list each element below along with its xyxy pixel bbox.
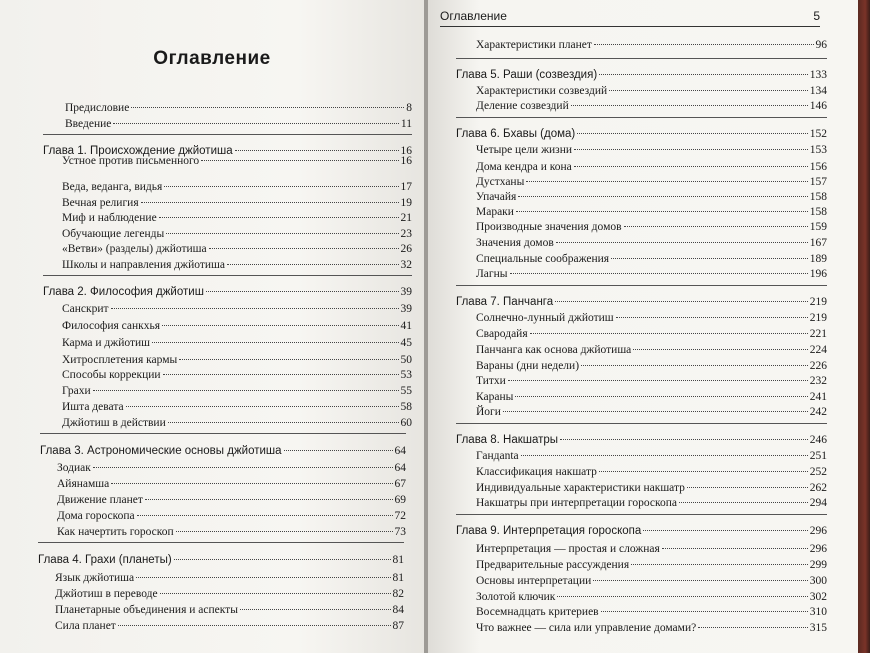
toc-entry-title: Накшатры при интерпретации гороскопа: [476, 497, 677, 509]
toc-entry-title: Интерпретация — простая и сложная: [476, 543, 660, 555]
toc-entry: [476, 607, 827, 619]
toc-entry: [476, 192, 827, 204]
section-divider: [456, 423, 827, 424]
dot-leader: [176, 531, 393, 532]
toc-page-number: 159: [809, 221, 827, 233]
toc-entry: [62, 370, 412, 382]
dot-leader: [616, 317, 808, 318]
toc-page-number: 232: [809, 375, 827, 387]
toc-entry-title: Дома гороскопа: [57, 510, 135, 522]
dot-leader: [662, 548, 808, 549]
toc-page-number: 81: [392, 572, 404, 584]
toc-entry-title: Карма и джйотиш: [62, 337, 150, 349]
toc-page-number: 8: [406, 102, 412, 114]
toc-page-number: 39: [400, 303, 412, 315]
page-number: 5: [813, 9, 820, 23]
toc-entry-title: Предварительные рассуждения: [476, 559, 630, 571]
toc-entry: [476, 560, 827, 572]
dot-leader: [599, 74, 808, 75]
dot-leader: [510, 273, 808, 274]
toc-page-number: 219: [809, 296, 827, 308]
toc-page-number: 251: [809, 450, 827, 462]
dot-leader: [166, 233, 398, 234]
toc-entry-title: Что важнее — сила или управление домами?: [476, 622, 697, 634]
dot-leader: [111, 308, 399, 309]
dot-leader: [530, 333, 808, 334]
toc-page-number: 224: [809, 344, 827, 356]
dot-leader: [227, 264, 399, 265]
toc-page-number: 96: [815, 39, 827, 51]
dot-leader: [284, 450, 393, 451]
toc-entry-title: Дустханы: [476, 176, 525, 188]
dot-leader: [93, 467, 393, 468]
dot-leader: [521, 455, 808, 456]
dot-leader: [698, 627, 808, 628]
toc-chapter-entry: [456, 129, 827, 141]
toc-entry-title: Джйотиш в переводе: [55, 588, 158, 600]
toc-entry-title: Солнечно-лунный джйотиш: [476, 312, 614, 324]
running-head: [440, 9, 820, 23]
toc-page-number: 242: [809, 406, 827, 418]
toc-entry: [57, 495, 406, 507]
dot-leader: [631, 564, 808, 565]
toc-page-number: 73: [394, 526, 406, 538]
toc-entry-title: Глава 3. Астрономические основы джйотиша: [40, 445, 282, 457]
toc-entry-title: Философия санкхья: [62, 320, 161, 332]
toc-entry-title: Четыре цели жизни: [476, 144, 573, 156]
toc-page-number: 158: [809, 191, 827, 203]
section-divider: [456, 285, 827, 286]
toc-page-number: 241: [809, 391, 827, 403]
toc-entry-title: Гандanta: [476, 450, 519, 462]
toc-entry: [62, 244, 412, 256]
toc-entry: [476, 101, 827, 113]
dot-leader: [508, 380, 808, 381]
toc-entry: [476, 592, 827, 604]
toc-page-number: 64: [394, 445, 406, 457]
next-page-edge: [858, 0, 870, 653]
toc-page-number: 296: [809, 525, 827, 537]
toc-entry-title: Глава 5. Раши (созвездия): [456, 69, 598, 81]
toc-page-number: 17: [400, 181, 412, 193]
toc-entry: [65, 119, 412, 131]
toc-entry-title: Йоги: [476, 406, 501, 418]
toc-entry: [476, 576, 827, 588]
toc-page-number: 84: [392, 604, 404, 616]
toc-entry-title: Глава 8. Накшатры: [456, 434, 559, 446]
toc-entry-title: Панчанга как основа джйотиша: [476, 344, 632, 356]
toc-entry-title: Характеристики планет: [476, 39, 592, 51]
toc-page-number: 221: [809, 328, 827, 340]
dot-leader: [611, 258, 808, 259]
toc-chapter-entry: [456, 297, 827, 309]
toc-entry: [476, 544, 827, 556]
toc-page-number: 315: [809, 622, 827, 634]
dot-leader: [609, 90, 808, 91]
section-divider: [40, 433, 406, 434]
toc-entry: [55, 589, 404, 601]
toc-page-number: 81: [392, 554, 404, 566]
toc-entry-title: Золотой ключик: [476, 591, 556, 603]
toc-page-number: 219: [809, 312, 827, 324]
toc-page-number: 302: [809, 591, 827, 603]
toc-entry: [476, 162, 827, 174]
toc-page-number: 67: [394, 478, 406, 490]
toc-page-number: 156: [809, 161, 827, 173]
toc-page-number: 11: [400, 118, 412, 130]
toc-entry: [62, 182, 412, 194]
toc-entry-title: Зодиак: [57, 462, 91, 474]
toc-page-number: 55: [400, 385, 412, 397]
dot-leader: [624, 226, 808, 227]
toc-entry-title: Обучающие легенды: [62, 228, 165, 240]
dot-leader: [556, 242, 808, 243]
toc-entry-title: Миф и наблюдение: [62, 212, 157, 224]
toc-entry-title: Веда, веданга, видья: [62, 181, 163, 193]
dot-leader: [679, 502, 808, 503]
toc-page-number: 196: [809, 268, 827, 280]
toc-page-number: 50: [400, 354, 412, 366]
toc-entry: [57, 479, 406, 491]
toc-page-number: 60: [400, 417, 412, 429]
dot-leader: [594, 44, 814, 45]
toc-chapter-entry: [40, 446, 406, 458]
toc-entry: [476, 40, 827, 52]
toc-entry-title: Лагны: [476, 268, 508, 280]
toc-entry-title: Деление созвездий: [476, 100, 569, 112]
dot-leader: [160, 593, 391, 594]
dot-leader: [235, 150, 399, 151]
dot-leader: [93, 390, 399, 391]
toc-page-number: 310: [809, 606, 827, 618]
toc-entry: [476, 407, 827, 419]
section-divider: [43, 134, 412, 135]
dot-leader: [179, 359, 398, 360]
toc-chapter-entry: [456, 526, 827, 538]
dot-leader: [201, 160, 398, 161]
toc-entry: [62, 156, 412, 168]
toc-page-number: 226: [809, 360, 827, 372]
toc-chapter-entry: [43, 287, 412, 299]
toc-entry: [57, 511, 406, 523]
dot-leader: [516, 211, 808, 212]
toc-page-number: 134: [809, 85, 827, 97]
toc-entry-title: Глава 6. Бхавы (дома): [456, 128, 576, 140]
toc-entry-title: Вечная религия: [62, 197, 139, 209]
toc-entry: [476, 392, 827, 404]
toc-entry: [476, 623, 827, 635]
dot-leader: [113, 123, 399, 124]
dot-leader: [577, 133, 808, 134]
dot-leader: [643, 530, 807, 531]
toc-page-number: 72: [394, 510, 406, 522]
toc-entry-title: Упачайя: [476, 191, 517, 203]
left-page: [0, 0, 424, 653]
toc-entry: [476, 238, 827, 250]
toc-chapter-entry: [38, 555, 404, 567]
toc-page-number: 16: [400, 155, 412, 167]
dot-leader: [168, 422, 399, 423]
dot-leader: [571, 105, 808, 106]
dot-leader: [687, 487, 808, 488]
toc-page-number: 296: [809, 543, 827, 555]
dot-leader: [555, 301, 808, 302]
toc-entry: [62, 386, 412, 398]
dot-leader: [574, 166, 808, 167]
toc-chapter-entry: [456, 435, 827, 447]
toc-entry-title: Хитросплетения кармы: [62, 354, 178, 366]
toc-entry-title: Движение планет: [57, 494, 143, 506]
toc-page-number: 153: [809, 144, 827, 156]
toc-entry: [62, 260, 412, 272]
toc-entry: [476, 254, 827, 266]
toc-entry-title: Восемнадцать критериев: [476, 606, 599, 618]
toc-entry-title: Глава 9. Интерпретация гороскопа: [456, 525, 642, 537]
toc-left: [0, 0, 424, 653]
toc-entry: [62, 418, 412, 430]
section-divider: [43, 275, 412, 276]
right-page: [428, 0, 858, 653]
dot-leader: [206, 291, 399, 292]
dot-leader: [137, 515, 393, 516]
dot-leader: [601, 611, 808, 612]
dot-leader: [162, 325, 398, 326]
toc-entry-title: Глава 2. Философия джйотиш: [43, 286, 204, 298]
toc-entry: [62, 304, 412, 316]
toc-entry-title: Глава 4. Грахи (планеты): [38, 554, 172, 566]
toc-entry-title: Производные значения домов: [476, 221, 622, 233]
toc-page-number: 26: [400, 243, 412, 255]
toc-entry-title: Устное против письменного: [62, 155, 200, 167]
toc-entry-title: Санскрит: [62, 303, 109, 315]
dot-leader: [209, 248, 399, 249]
toc-entry: [476, 313, 827, 325]
toc-entry-title: Мараки: [476, 206, 514, 218]
toc-entry-title: Как начертить гороскоп: [57, 526, 174, 538]
dot-leader: [515, 396, 807, 397]
toc-entry-title: Значения домов: [476, 237, 554, 249]
toc-entry-title: Язык джйотиша: [55, 572, 135, 584]
toc-page-number: 69: [394, 494, 406, 506]
section-divider: [456, 117, 827, 118]
toc-entry: [62, 338, 412, 350]
dot-leader: [118, 625, 391, 626]
toc-entry-title: Школы и направления джйотиша: [62, 259, 225, 271]
page-title: Оглавление: [153, 48, 271, 69]
toc-page-number: 158: [809, 206, 827, 218]
toc-entry: [476, 145, 827, 157]
toc-page-number: 167: [809, 237, 827, 249]
toc-entry: [62, 355, 412, 367]
dot-leader: [599, 471, 808, 472]
toc-page-number: 23: [400, 228, 412, 240]
toc-page-number: 189: [809, 253, 827, 265]
dot-leader: [240, 609, 391, 610]
toc-entry: [476, 483, 827, 495]
toc-page-number: 87: [392, 620, 404, 632]
toc-page-number: 41: [400, 320, 412, 332]
toc-entry-title: Ишта девата: [62, 401, 124, 413]
toc-chapter-entry: [456, 70, 827, 82]
toc-page-number: 152: [809, 128, 827, 140]
dot-leader: [518, 196, 807, 197]
toc-entry: [57, 527, 406, 539]
toc-entry-title: Грахи: [62, 385, 91, 397]
toc-entry: [476, 451, 827, 463]
toc-entry-title: Дома кендра и кона: [476, 161, 572, 173]
toc-entry: [55, 621, 404, 633]
toc-entry: [476, 361, 827, 373]
toc-entry: [62, 321, 412, 333]
toc-entry-title: Глава 7. Панчанга: [456, 296, 554, 308]
dot-leader: [126, 406, 399, 407]
dot-leader: [526, 181, 807, 182]
toc-entry: [476, 345, 827, 357]
toc-entry: [62, 229, 412, 241]
toc-page-number: 53: [400, 369, 412, 381]
toc-page-number: 21: [400, 212, 412, 224]
section-divider: [456, 514, 827, 515]
toc-entry: [476, 269, 827, 281]
section-divider: [38, 542, 404, 543]
toc-page-number: 16: [400, 145, 412, 157]
toc-entry-title: Характеристики созвездий: [476, 85, 608, 97]
toc-entry: [65, 103, 412, 115]
dot-leader: [131, 107, 404, 108]
toc-page-number: 262: [809, 482, 827, 494]
toc-entry-title: Основы интерпретации: [476, 575, 592, 587]
toc-entry-title: Вараны (дни недели): [476, 360, 580, 372]
toc-entry-title: Способы коррекции: [62, 369, 161, 381]
running-head-title: Оглавление: [440, 9, 507, 23]
toc-entry: [476, 376, 827, 388]
header-rule: [440, 26, 820, 27]
toc-entry-title: Караны: [476, 391, 514, 403]
toc-right: [440, 0, 850, 653]
toc-entry: [62, 402, 412, 414]
toc-entry: [476, 222, 827, 234]
dot-leader: [111, 483, 392, 484]
toc-page-number: 146: [809, 100, 827, 112]
toc-page-number: 299: [809, 559, 827, 571]
dot-leader: [145, 499, 393, 500]
dot-leader: [164, 186, 398, 187]
toc-entry: [476, 177, 827, 189]
toc-page-number: 82: [392, 588, 404, 600]
toc-entry-title: Свародайя: [476, 328, 528, 340]
toc-entry: [55, 605, 404, 617]
toc-page-number: 300: [809, 575, 827, 587]
toc-entry-title: Планетарные объединения и аспекты: [55, 604, 238, 616]
dot-leader: [141, 202, 399, 203]
toc-page-number: 58: [400, 401, 412, 413]
section-divider: [456, 58, 827, 59]
dot-leader: [152, 342, 399, 343]
toc-page-number: 19: [400, 197, 412, 209]
dot-leader: [560, 439, 808, 440]
toc-entry-title: Сила планет: [55, 620, 116, 632]
toc-entry-title: Титхи: [476, 375, 506, 387]
dot-leader: [574, 149, 808, 150]
dot-leader: [159, 217, 399, 218]
toc-entry: [57, 463, 406, 475]
toc-entry-title: Индивидуальные характеристики накшатр: [476, 482, 685, 494]
toc-page-number: 32: [400, 259, 412, 271]
dot-leader: [136, 577, 390, 578]
toc-page-number: 294: [809, 497, 827, 509]
dot-leader: [503, 411, 808, 412]
toc-entry: [476, 86, 827, 98]
dot-leader: [581, 365, 808, 366]
dot-leader: [593, 580, 807, 581]
toc-entry: [476, 329, 827, 341]
toc-page-number: 39: [400, 286, 412, 298]
toc-entry-title: Специальные соображения: [476, 253, 610, 265]
toc-entry-title: Введение: [65, 118, 112, 130]
dot-leader: [174, 559, 391, 560]
toc-entry-title: Айянамша: [57, 478, 110, 490]
toc-page-number: 252: [809, 466, 827, 478]
toc-page-number: 246: [809, 434, 827, 446]
toc-entry-title: Глава 1. Происхождение джйотиша: [43, 145, 233, 157]
dot-leader: [163, 374, 399, 375]
dot-leader: [557, 596, 807, 597]
toc-entry-title: Классификация накшатр: [476, 466, 597, 478]
toc-entry: [62, 213, 412, 225]
dot-leader: [633, 349, 807, 350]
toc-entry: [476, 467, 827, 479]
toc-entry: [476, 207, 827, 219]
toc-page-number: 157: [809, 176, 827, 188]
toc-page-number: 133: [809, 69, 827, 81]
toc-page-number: 45: [400, 337, 412, 349]
toc-entry-title: Предисловие: [65, 102, 130, 114]
toc-page-number: 64: [394, 462, 406, 474]
toc-entry: [55, 573, 404, 585]
toc-entry-title: Джйотиш в действии: [62, 417, 166, 429]
toc-entry: [476, 498, 827, 510]
toc-entry: [62, 198, 412, 210]
toc-entry-title: «Ветви» (разделы) джйотиша: [62, 243, 207, 255]
